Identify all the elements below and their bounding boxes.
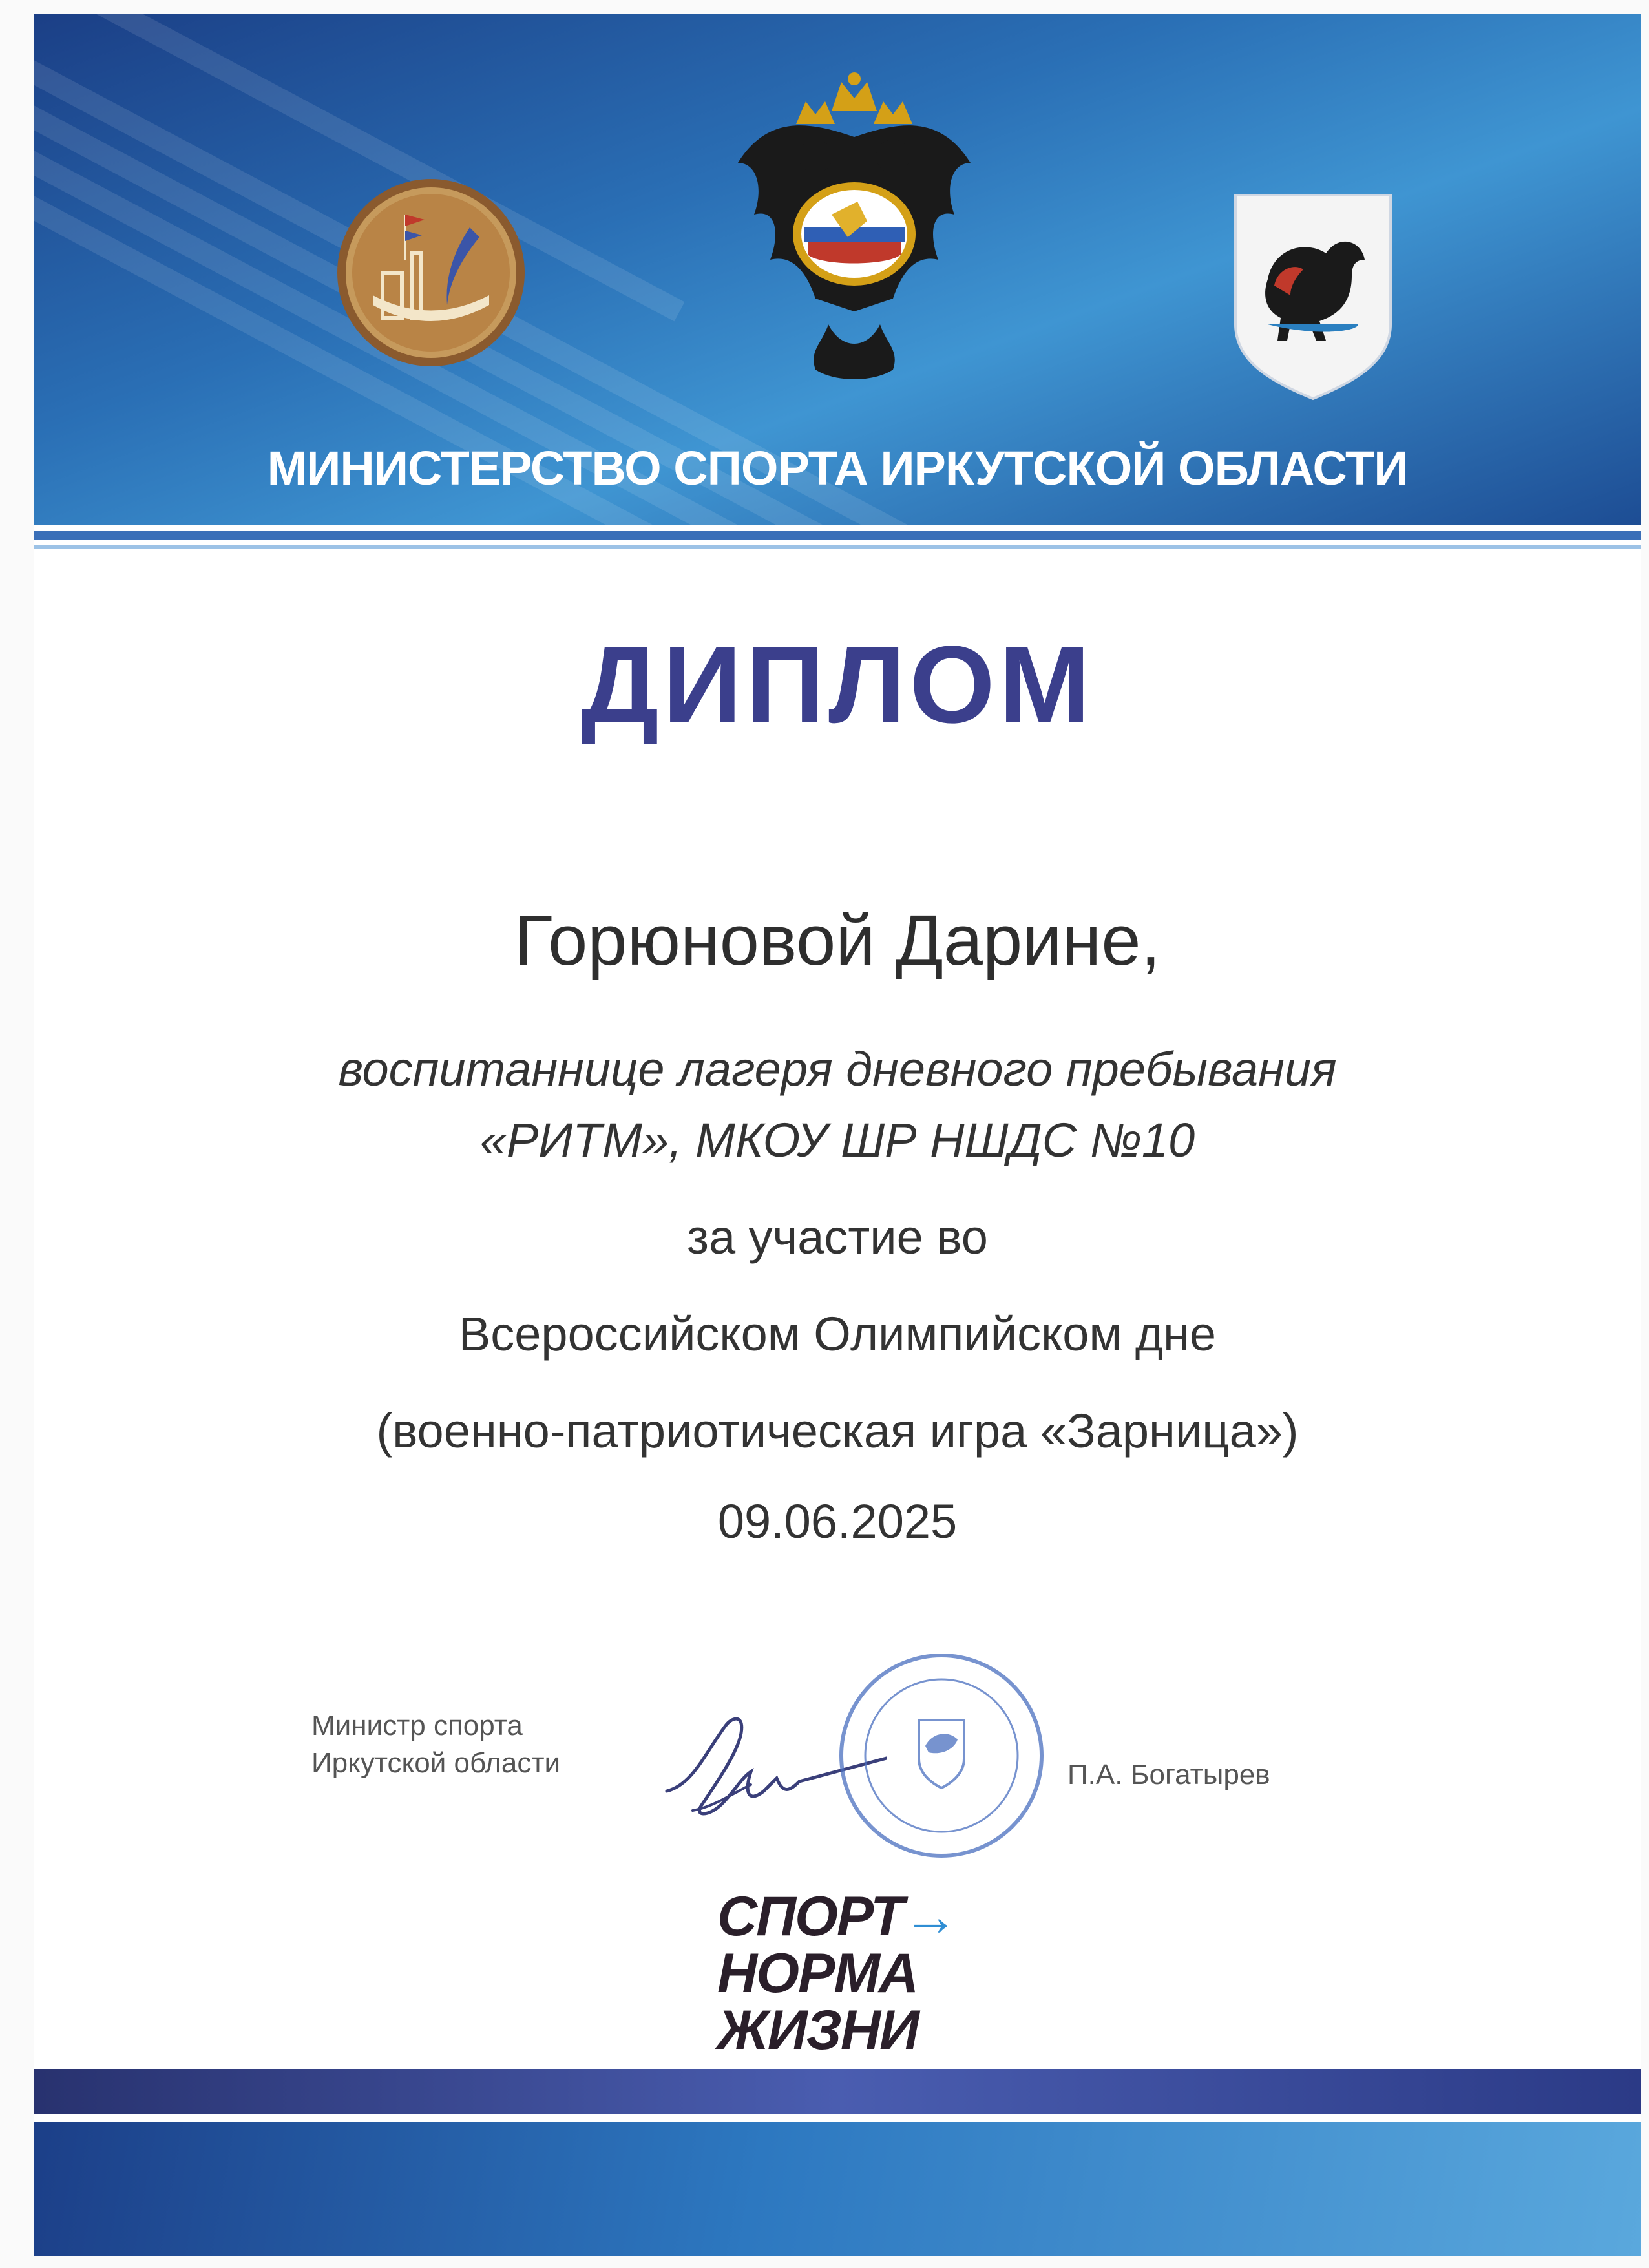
for-line: за участие во bbox=[687, 1210, 988, 1264]
signer-position-line-1: Министр спорта bbox=[311, 1710, 523, 1741]
header-divider bbox=[34, 531, 1641, 540]
event-date: 09.06.2025 bbox=[717, 1495, 958, 1548]
diploma-title: ДИПЛОМ bbox=[580, 624, 1095, 746]
irkutsk-coat-of-arms-icon bbox=[1229, 189, 1397, 402]
double-headed-eagle-icon bbox=[719, 66, 990, 402]
slogan-line-3: ЖИЗНИ bbox=[717, 1999, 918, 2061]
event-name: Всероссийском Олимпийском дне bbox=[458, 1307, 1217, 1361]
header-banner bbox=[34, 14, 1641, 525]
diploma-sheet bbox=[34, 14, 1641, 2256]
slogan-logo bbox=[717, 1885, 989, 2061]
footer-banner bbox=[34, 2122, 1641, 2256]
description-line-1: воспитаннице лагеря дневного пребывания bbox=[338, 1042, 1337, 1096]
signer-position bbox=[311, 1707, 560, 1782]
slogan-line-1: СПОРТ bbox=[717, 1885, 903, 1948]
ministry-name: МИНИСТЕРСТВО СПОРТА ИРКУТСКОЙ ОБЛАСТИ bbox=[267, 441, 1408, 495]
arrow-right-icon: → bbox=[903, 1885, 958, 1948]
header-divider-thin bbox=[34, 545, 1641, 549]
event-detail: (военно-патриотическая игра «Зарница») bbox=[376, 1404, 1299, 1458]
irkutsk-sport-emblem-icon bbox=[334, 176, 528, 370]
recipient-name: Горюновой Дарине, bbox=[514, 901, 1161, 980]
signer-position-line-2: Иркутской области bbox=[311, 1747, 561, 1779]
description-line-2: «РИТМ», МКОУ ШР НШДС №10 bbox=[479, 1113, 1195, 1167]
signer-name: П.А. Богатырев bbox=[1067, 1759, 1270, 1790]
footer-stripe bbox=[34, 2069, 1641, 2114]
official-stamp bbox=[835, 1649, 1048, 1862]
slogan-line-2: НОРМА bbox=[717, 1942, 918, 2004]
